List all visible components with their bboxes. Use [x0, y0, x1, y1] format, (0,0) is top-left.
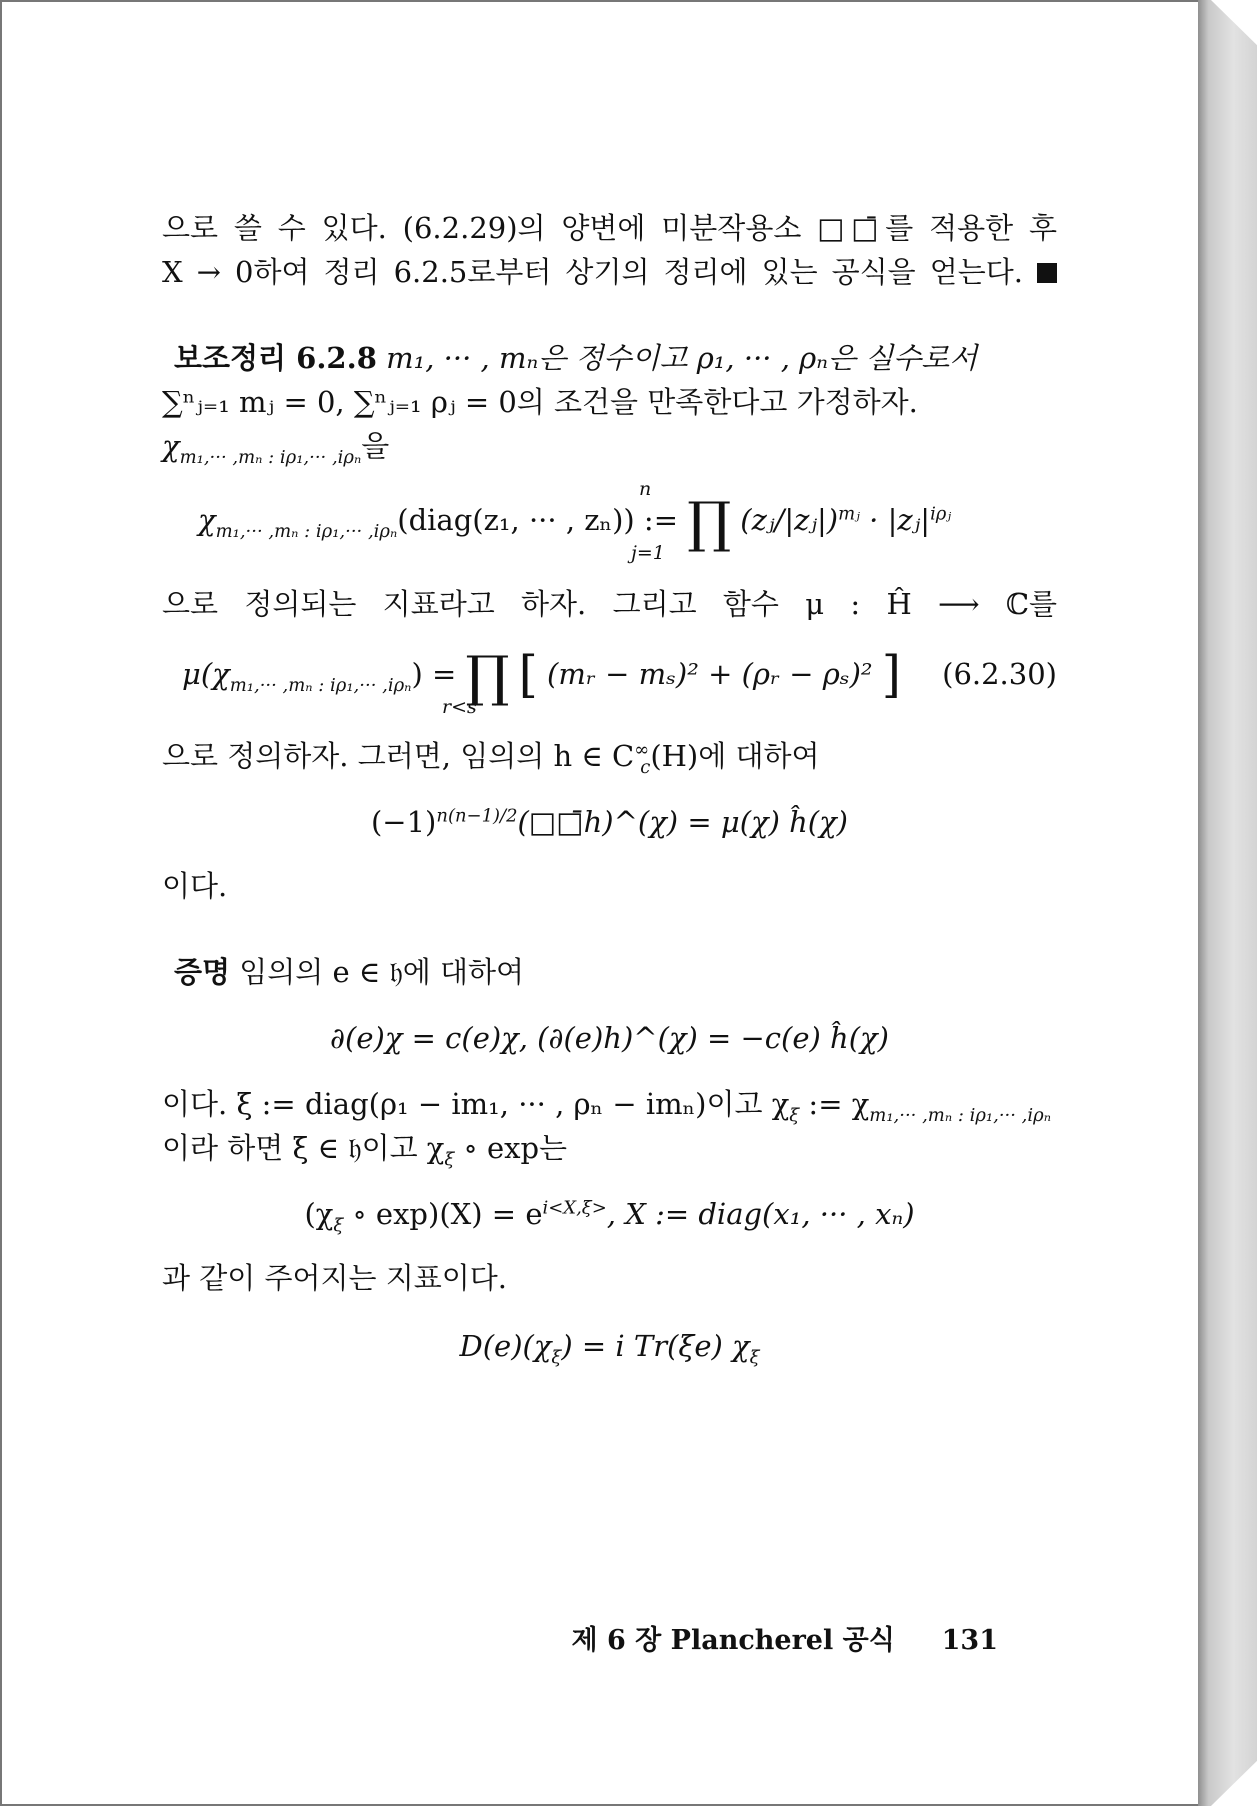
proof-line: 증명 임의의 e ∈ 𝔥에 대하여	[174, 955, 525, 989]
text-line-then: 으로 정의하자. 그러면, 임의의 h ∈ $C^\infty_c(H)$에 대하여	[162, 739, 820, 778]
equation-number: (6.2.30)	[942, 657, 1057, 691]
equation-fourier-identity: $(-1)^{n(n-1)/2}(□□̄h)\^{}(\chi) = \mu(\chi)$ ĥ(χ)	[370, 805, 848, 839]
text-line-2: X → 0하여 정리 6.2.5로부터 상기의 정리에 있는 공식을 얻는다.	[162, 252, 1057, 292]
text-line-1: 으로 쓸 수 있다. (6.2.29)의 양변에 미분작용소 □□̄를 적용한 후	[162, 211, 1057, 245]
condition-line: ∑ⁿⱼ₌₁ mⱼ = 0, ∑ⁿⱼ₌₁ ρⱼ = 0의 조건을 만족한다고 가정하자.	[162, 385, 918, 419]
page-number: 131	[941, 1625, 998, 1656]
product-upper-limit: n	[639, 478, 652, 500]
character-label-line: $\chi_{m_1,\cdot\cdot\cdot ,m_n : i\rho_1,\cdot\cdot\cdot ,i\rho_n}$을	[162, 429, 390, 468]
text-line-definition: 으로 정의되는 지표라고 하자. 그리고 함수 μ : Ĥ ⟶ ℂ를	[162, 587, 1057, 621]
equation-trace: $D(e)(\chi_\xi) = i$ Tr(ξe) $\chi_\xi$	[459, 1329, 760, 1368]
page-stack-edge	[1198, 0, 1257, 1806]
product-lower-limit-2: r<s	[442, 696, 477, 718]
lemma-statement-line: 보조정리 6.2.8 m₁, ··· , mₙ은 정수이고 ρ₁, ··· , ρₙ은 실수로서	[174, 341, 978, 375]
proof-title: 증명	[174, 955, 231, 989]
qed-square-icon	[1037, 263, 1057, 283]
equation-character-definition: $\chi_{m_1,\cdot\cdot\cdot ,m_n : i\rho_1,\cdot\cdot\cdot ,i\rho_n}(diag(z_1$, ··· , zₙ)) := ∏ (zⱼ/|zⱼ|)$^{mⱼ}$ · $|zⱼ|^{i\rho ⱼ}$	[198, 490, 952, 555]
product-lower-limit: j=1	[631, 542, 665, 564]
text-line-given: 과 같이 주어지는 지표이다.	[162, 1261, 508, 1295]
product-symbol-2: ∏	[465, 644, 510, 709]
lemma-title: 보조정리 6.2.8	[174, 341, 377, 375]
product-symbol: ∏	[687, 490, 732, 555]
page-footer	[572, 1618, 999, 1657]
text-line-is: 이다.	[162, 869, 228, 903]
equation-exponential: ($\chi_\xi$ ∘ $\exp)(X) = e^{i<X,\xi>}$, X := diag(x₁, ··· , xₙ)	[304, 1197, 915, 1236]
text-line-exp: 이라 하면 ξ ∈ 𝔥이고 $\chi_\xi$ ∘ exp는	[162, 1131, 568, 1170]
text-line-xi: 이다. ξ := diag(ρ₁ − im₁, ··· , ρₙ − imₙ)이고 $\chi_\xi$ := $\chi_{m_1,\cdot\cdot\cdot ,m_n : i\rho_1,\cdot\cdot\cdot ,i\rho_n}$	[162, 1087, 1051, 1126]
equation-derivative: ∂(e)χ = c(e)χ, (∂(e)h)^(χ) = −c(e) ĥ(χ)	[330, 1021, 889, 1055]
chapter-title: 제 6 장 Plancherel 공식	[571, 1625, 895, 1656]
equation-mu-definition: $\mu(\chi_{m_1,\cdot\cdot\cdot ,m_n : i\rho_1,\cdot\cdot\cdot ,i\rho_n})$ = ∏ [ (mᵣ − mₛ)² + (ρᵣ − ρₛ)² ] (6.2.30)	[182, 644, 1057, 709]
